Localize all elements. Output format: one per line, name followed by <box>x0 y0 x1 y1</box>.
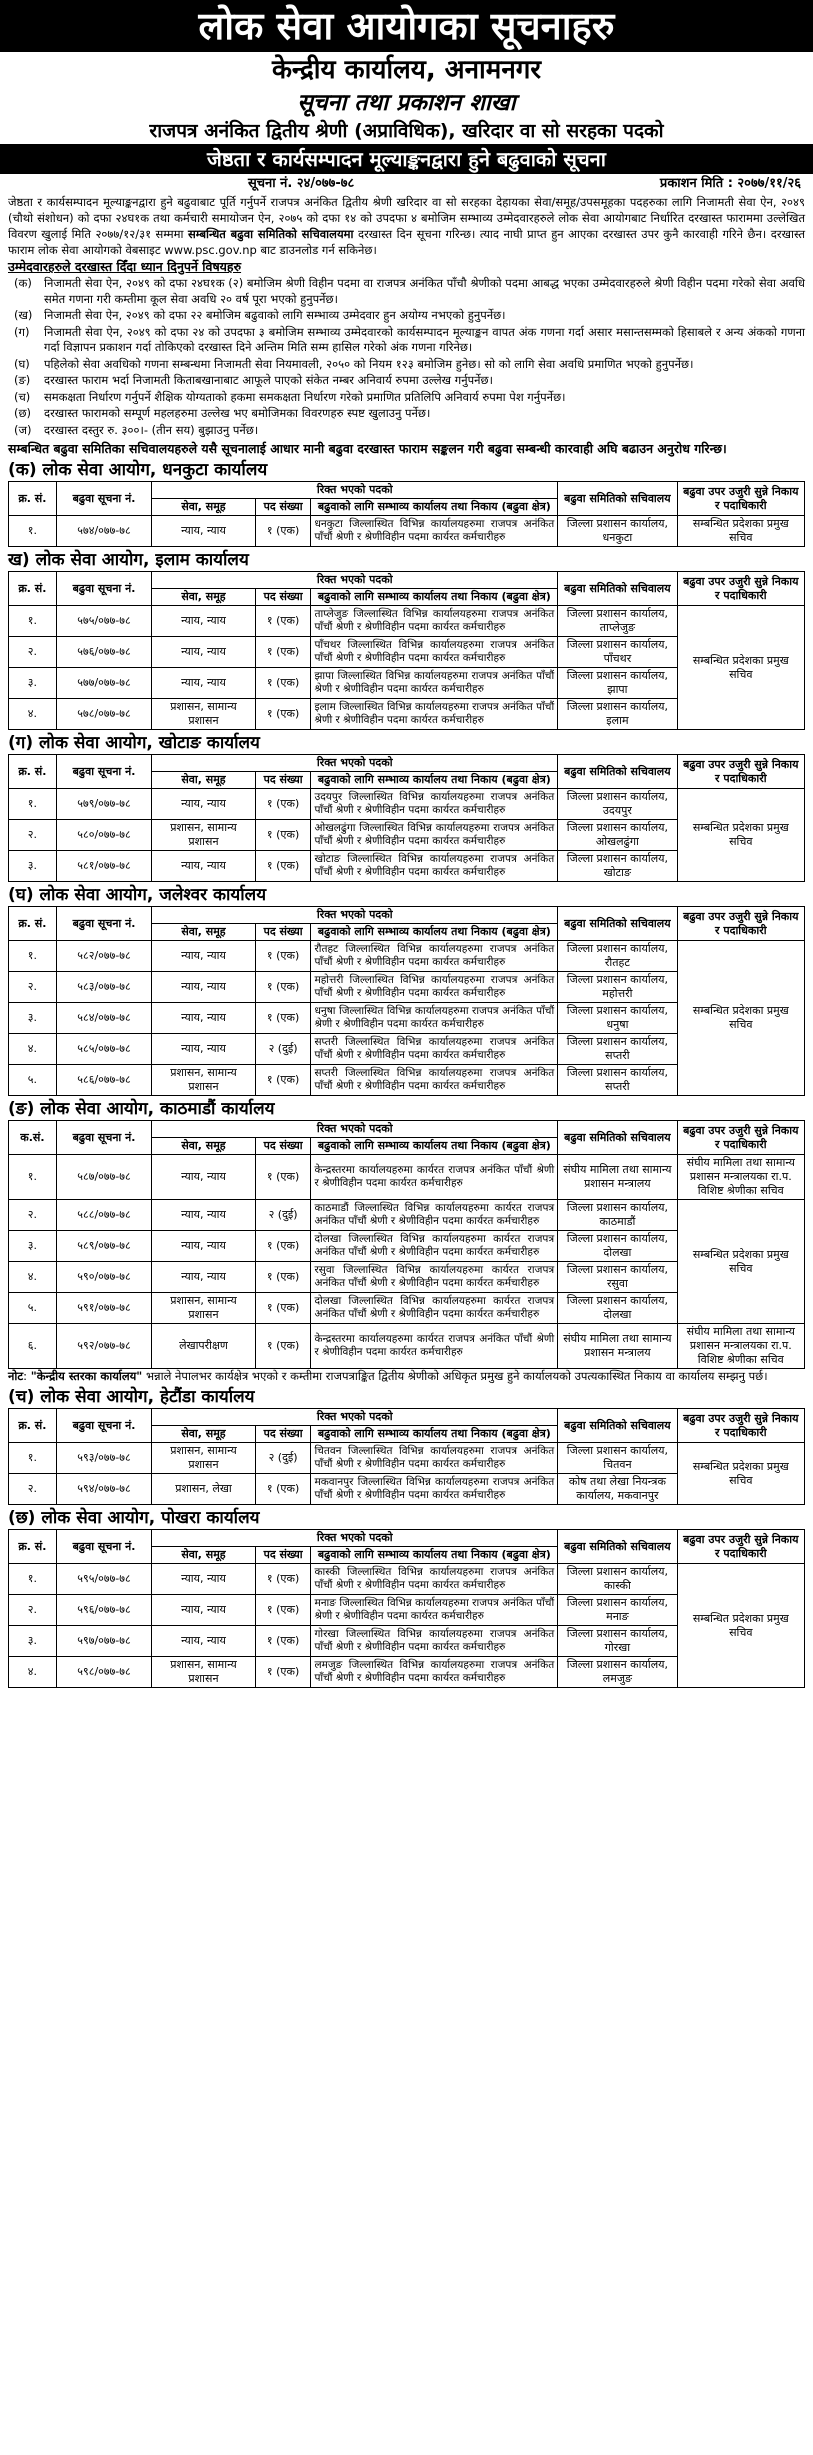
table-row <box>9 1324 805 1369</box>
row-office: धनकुटा जिल्लास्थित विभिन्न कार्यालयहरुमा राजपत्र अनंकित पाँचौं श्रेणी र श्रेणीविहीन पदमा कार्यरत कर्मचारीहरु <box>311 516 558 547</box>
requirement-item <box>8 390 805 406</box>
requirement-text: पहिलेको सेवा अवधिको गणना सम्बन्धमा निजामती सेवा नियमावली, २०५० को नियम १२३ बमोजिम हुनेछ। सो को लागि सेवा अवधि प्रमाणित भएको हुनुपर्नेछ। <box>44 356 694 371</box>
header-vacancy: रिक्त भएको पदको <box>152 482 558 499</box>
row-office: सप्तरी जिल्लास्थित विभिन्न कार्यालयहरुमा राजपत्र अनंकित पाँचौं श्रेणी र श्रेणीविहीन पदमा कार्यरत कर्मचारीहरु <box>311 1034 558 1065</box>
intro-rest: दरखास्त दिन सूचना गरिन्छ। त्याद नाघी प्राप्त हुन आएका दरखास्त उपर कुनै कारवाही गरिने छैन। दरखास्त फाराम लोक सेवा आयोगको वेबसाइट www.psc.gov.np बाट डाउनलोड गर्न सकिनेछ। <box>8 227 805 257</box>
header-sn: क्र. सं. <box>9 1409 57 1443</box>
table-row <box>9 1155 805 1200</box>
header-office: बढुवाको लागि सम्भाव्य कार्यालय तथा निकाय (बढुवा क्षेत्र) <box>311 772 558 789</box>
row-committee: जिल्ला प्रशासन कार्यालय, धनुषा <box>558 1003 677 1034</box>
header-notice-no: बढुवा सूचना नं. <box>56 1530 152 1564</box>
row-service: न्याय, न्याय <box>152 1231 255 1262</box>
row-sn: ३. <box>9 1231 57 1262</box>
row-service: प्रशासन, सामान्य प्रशासन <box>152 699 255 730</box>
office-name: केन्द्रीय कार्यालय, अनामनगर <box>271 55 542 85</box>
row-office: दोलखा जिल्लास्थित विभिन्न कार्यालयहरुमा कार्यरत राजपत्र अनंकित पाँचौं श्रेणी र श्रेणीविहीन पदमा कार्यरत कर्मचारीहरु <box>311 1231 558 1262</box>
row-sn: २. <box>9 820 57 851</box>
row-service: न्याय, न्याय <box>152 1564 255 1595</box>
vacancy-table <box>8 1120 805 1369</box>
header-row <box>9 482 805 499</box>
row-service: न्याय, न्याय <box>152 1155 255 1200</box>
row-posts: १ (एक) <box>255 1065 311 1096</box>
row-notice-no: ५९७/०७७-७८ <box>56 1626 152 1657</box>
section-title: (क) लोक सेवा आयोग, धनकुटा कार्यालय <box>8 460 268 480</box>
branch-name: सूचना तथा प्रकाशन शाखा <box>297 90 516 116</box>
row-service: न्याय, न्याय <box>152 1595 255 1626</box>
requirement-marker: (घ) <box>14 356 30 371</box>
row-committee: जिल्ला प्रशासन कार्यालय, दोलखा <box>558 1231 677 1262</box>
row-notice-no: ५९२/०७७-७८ <box>56 1324 152 1369</box>
row-committee: जिल्ला प्रशासन कार्यालय, चितवन <box>558 1443 677 1474</box>
row-notice-no: ५७५/०७७-७८ <box>56 606 152 637</box>
row-office: चितवन जिल्लास्थित विभिन्न कार्यालयहरुमा राजपत्र अनंकित पाँचौं श्रेणी र श्रेणीविहीन पदमा कार्यरत कर्मचारीहरु <box>311 1443 558 1474</box>
row-posts: १ (एक) <box>255 1626 311 1657</box>
row-posts: १ (एक) <box>255 1657 311 1688</box>
requirement-marker: (क) <box>14 276 32 290</box>
row-sn: ३. <box>9 668 57 699</box>
header-office: बढुवाको लागि सम्भाव्य कार्यालय तथा निकाय (बढुवा क्षेत्र) <box>311 499 558 516</box>
row-committee: जिल्ला प्रशासन कार्यालय, झापा <box>558 668 677 699</box>
sections-container <box>8 459 805 1688</box>
vacancy-table <box>8 906 805 1096</box>
requirement-text: दरखास्त दस्तुर रु. ३००।- (तीन सय) बुझाउनु पर्नेछ। <box>44 422 259 437</box>
row-posts: १ (एक) <box>255 1324 311 1369</box>
row-notice-no: ५८३/०७७-७८ <box>56 972 152 1003</box>
section-title: (घ) लोक सेवा आयोग, जलेश्वर कार्यालय <box>8 885 267 905</box>
row-sn: ६. <box>9 1324 57 1369</box>
row-office: महोत्तरी जिल्लास्थित विभिन्न कार्यालयहरुमा राजपत्र अनंकित पाँचौं श्रेणी र श्रेणीविहीन पदमा कार्यरत कर्मचारीहरु <box>311 972 558 1003</box>
header-office: बढुवाको लागि सम्भाव्य कार्यालय तथा निकाय (बढुवा क्षेत्र) <box>311 589 558 606</box>
row-office: सप्तरी जिल्लास्थित विभिन्न कार्यालयहरुमा राजपत्र अनंकित पाँचौं श्रेणी र श्रेणीविहीन पदमा कार्यरत कर्मचारीहरु <box>311 1065 558 1096</box>
header-vacancy: रिक्त भएको पदको <box>152 572 558 589</box>
row-notice-no: ५८१/०७७-७८ <box>56 851 152 882</box>
row-authority: संघीय मामिला तथा सामान्य प्रशासन मन्त्रालयका रा.प. विशिष्ट श्रेणीका सचिव <box>677 1155 804 1200</box>
row-committee: जिल्ला प्रशासन कार्यालय, इलाम <box>558 699 677 730</box>
header-row <box>9 1530 805 1547</box>
row-notice-no: ५९३/०७७-७८ <box>56 1443 152 1474</box>
row-committee: जिल्ला प्रशासन कार्यालय, उदयपुर <box>558 789 677 820</box>
notice-meta <box>8 174 805 194</box>
row-notice-no: ५८९/०७७-७८ <box>56 1231 152 1262</box>
note-label: नोट <box>8 1369 24 1383</box>
row-service: न्याय, न्याय <box>152 1034 255 1065</box>
row-notice-no: ५८८/०७७-७८ <box>56 1200 152 1231</box>
vacancy-table <box>8 481 805 547</box>
row-office: इलाम जिल्लास्थित विभिन्न कार्यालयहरुमा राजपत्र अनंकित पाँचौं श्रेणी र श्रेणीविहीन पदमा कार्यरत कर्मचारीहरु <box>311 699 558 730</box>
row-committee: जिल्ला प्रशासन कार्यालय, रौतहट <box>558 941 677 972</box>
row-committee: जिल्ला प्रशासन कार्यालय, दोलखा <box>558 1293 677 1324</box>
intro-text: जेष्ठता र कार्यसम्पादन मूल्याङ्कनद्वारा हुने बढुवाबाट पूर्ति गर्नुपर्ने राजपत्र अनंकित द्वितीय श्रेणी खरिदार वा सो सरहका देहायका सेवा/समूह/उपसमूहका पदहरुका लागि निजामती सेवा ऐन, २०४९ (चौथो संशोधन) को दफा २४घ१क तथा कर्मचारी समायोजन ऐन, २०७५ को दफा १४ को उपदफा ४ बमोजिम सम्भाव्य उम्मेदवारहरुले लोक सेवा आयोगबाट निर्धारित दरखास्त फाराममा उल्लेखित विवरण खुलाई मिति २०७७/१२/३१ सम्ममा <box>8 195 805 241</box>
row-service: न्याय, न्याय <box>152 516 255 547</box>
row-office: ताप्लेजुङ जिल्लास्थित विभिन्न कार्यालयहरुमा राजपत्र अनंकित पाँचौं श्रेणी र श्रेणीविहीन पदमा कार्यरत कर्मचारीहरु <box>311 606 558 637</box>
row-posts: १ (एक) <box>255 1474 311 1505</box>
row-service: न्याय, न्याय <box>152 789 255 820</box>
row-authority: सम्बन्धित प्रदेशका प्रमुख सचिव <box>677 606 804 730</box>
row-committee: जिल्ला प्रशासन कार्यालय, खोटाङ <box>558 851 677 882</box>
requirement-item <box>8 373 805 389</box>
row-service: न्याय, न्याय <box>152 1626 255 1657</box>
row-posts: २ (दुई) <box>255 1443 311 1474</box>
header-vacancy: रिक्त भएको पदको <box>152 1530 558 1547</box>
header-posts: पद संख्या <box>255 589 311 606</box>
row-notice-no: ५७४/०७७-७८ <box>56 516 152 547</box>
row-sn: २. <box>9 1474 57 1505</box>
table-row <box>9 941 805 972</box>
header-notice-no: बढुवा सूचना नं. <box>56 755 152 789</box>
row-office: उदयपुर जिल्लास्थित विभिन्न कार्यालयहरुमा राजपत्र अनंकित पाँचौं श्रेणी र श्रेणीविहीन पदमा कार्यरत कर्मचारीहरु <box>311 789 558 820</box>
requirement-text: निजामती सेवा ऐन, २०४९ को दफा २४ को उपदफा ३ बमोजिम सम्भाव्य उम्मेदवारको कार्यसम्पादन मूल्याङ्कन वापत अंक गणना गर्दा असार मसान्तसम्मको हिसाबले र अन्य अंकको गणना गर्दा विज्ञापन प्रकाशन गर्दा तोकिएको दरखास्त दिने अन्तिम मिति सम्म हासिल गरेको अंक गणना गरिनेछ। <box>44 324 805 354</box>
row-committee: जिल्ला प्रशासन कार्यालय, धनकुटा <box>558 516 677 547</box>
header-committee: बढुवा समितिको सचिवालय <box>558 755 677 789</box>
row-notice-no: ५७७/०७७-७८ <box>56 668 152 699</box>
row-posts: १ (एक) <box>255 1262 311 1293</box>
vacancy-table <box>8 1529 805 1688</box>
row-posts: १ (एक) <box>255 1293 311 1324</box>
header-posts: पद संख्या <box>255 772 311 789</box>
section-title: (ङ) लोक सेवा आयोग, काठमाडौं कार्यालय <box>8 1099 275 1119</box>
row-sn: ३. <box>9 1626 57 1657</box>
row-service: न्याय, न्याय <box>152 1003 255 1034</box>
header-vacancy: रिक्त भएको पदको <box>152 755 558 772</box>
row-committee: जिल्ला प्रशासन कार्यालय, काठमाडौं <box>558 1200 677 1231</box>
row-service: प्रशासन, सामान्य प्रशासन <box>152 820 255 851</box>
section-title: (छ) लोक सेवा आयोग, पोखरा कार्यालय <box>8 1508 260 1528</box>
requirement-text: दरखास्त फारामको सम्पूर्ण महलहरुमा उल्लेख भए बमोजिमका विवरणहरु स्पष्ट खुलाउनु पर्नेछ। <box>44 406 431 420</box>
table-row <box>9 516 805 547</box>
row-sn: २. <box>9 1595 57 1626</box>
notice-title: जेष्ठता र कार्यसम्पादन मूल्याङ्कनद्वारा हुने बढुवाको सूचना <box>0 144 813 174</box>
row-committee: कोष तथा लेखा नियन्त्रक कार्यालय, मकवानपुर <box>558 1474 677 1505</box>
row-office: केन्द्रस्तरमा कार्यालयहरुमा कार्यरत राजपत्र अनंकित पाँचौं श्रेणी र श्रेणीविहीन पदमा कार्यरत कर्मचारीहरु <box>311 1155 558 1200</box>
header-service: सेवा, समूह <box>152 499 255 516</box>
row-posts: १ (एक) <box>255 820 311 851</box>
header-committee: बढुवा समितिको सचिवालय <box>558 1121 677 1155</box>
intro-paragraph <box>8 194 805 258</box>
row-sn: १. <box>9 606 57 637</box>
header-notice-no: बढुवा सूचना नं. <box>56 482 152 516</box>
row-authority: सम्बन्धित प्रदेशका प्रमुख सचिव <box>677 516 804 547</box>
section-title: ख) लोक सेवा आयोग, इलाम कार्यालय <box>8 550 249 570</box>
note-text: भन्नाले नेपालभर कार्यक्षेत्र भएको र कम्तीमा राजपत्राङ्कित द्वितीय श्रेणीको अधिकृत प्रमुख हुने कार्यालयको उपत्यकास्थित निकाय वा कार्यालय सम्झनु पर्छ। <box>145 1369 768 1383</box>
header-service: सेवा, समूह <box>152 1547 255 1564</box>
row-sn: ३. <box>9 1003 57 1034</box>
row-service: न्याय, न्याय <box>152 668 255 699</box>
closing-request: सम्बन्धित बढुवा समितिका सचिवालयहरुले यसै सूचनालाई आधार मानी बढुवा दरखास्त फाराम सङ्कलन गरी बढुवा सम्बन्धी कारवाही अघि बढाउन अनुरोध गरिन्छ। <box>8 441 727 456</box>
row-posts: २ (दुई) <box>255 1034 311 1065</box>
requirement-marker: (ग) <box>14 324 30 339</box>
row-notice-no: ५८४/०७७-७८ <box>56 1003 152 1034</box>
requirement-text: समकक्षता निर्धारण गर्नुपर्ने शैक्षिक योग्यताको हकमा समकक्षता निर्धारण गरेको प्रमाणित प्रतिलिपि अनिवार्य रुपमा पेश गर्नुपर्नेछ। <box>44 389 566 404</box>
row-posts: १ (एक) <box>255 1155 311 1200</box>
row-sn: ४. <box>9 1262 57 1293</box>
requirement-marker: (ङ) <box>14 373 31 387</box>
row-authority: सम्बन्धित प्रदेशका प्रमुख सचिव <box>677 1200 804 1324</box>
row-sn: २. <box>9 637 57 668</box>
row-notice-no: ५९८/०७७-७८ <box>56 1657 152 1688</box>
header-committee: बढुवा समितिको सचिवालय <box>558 907 677 941</box>
row-committee: जिल्ला प्रशासन कार्यालय, सप्तरी <box>558 1065 677 1096</box>
header-office: बढुवाको लागि सम्भाव्य कार्यालय तथा निकाय (बढुवा क्षेत्र) <box>311 924 558 941</box>
requirement-item <box>8 325 805 356</box>
row-notice-no: ५८७/०७७-७८ <box>56 1155 152 1200</box>
row-office: कास्की जिल्लास्थित विभिन्न कार्यालयहरुमा राजपत्र अनंकित पाँचौं श्रेणी र श्रेणीविहीन पदमा कार्यरत कर्मचारीहरु <box>311 1564 558 1595</box>
header-notice-no: बढुवा सूचना नं. <box>56 1121 152 1155</box>
requirement-item <box>8 308 805 324</box>
requirement-text: निजामती सेवा ऐन, २०४९ को दफा २२ बमोजिम बढुवाको लागि सम्भाव्य उम्मेदवार हुन अयोग्य नभएको हुनुपर्नेछ। <box>44 308 506 322</box>
row-office: दोलखा जिल्लास्थित विभिन्न कार्यालयहरुमा कार्यरत राजपत्र अनंकित पाँचौं श्रेणी र श्रेणीविहीन पदमा कार्यरत कर्मचारीहरु <box>311 1293 558 1324</box>
row-notice-no: ५८०/०७७-७८ <box>56 820 152 851</box>
row-authority: संघीय मामिला तथा सामान्य प्रशासन मन्त्रालयका रा.प. विशिष्ट श्रेणीका सचिव <box>677 1324 804 1369</box>
row-sn: १. <box>9 1443 57 1474</box>
header-service: सेवा, समूह <box>152 772 255 789</box>
row-posts: १ (एक) <box>255 789 311 820</box>
vacancy-table <box>8 1408 805 1505</box>
row-office: रसुवा जिल्लास्थित विभिन्न कार्यालयहरुमा कार्यरत राजपत्र अनंकित पाँचौं श्रेणी र श्रेणीविहीन पदमा कार्यरत कर्मचारीहरु <box>311 1262 558 1293</box>
row-committee: जिल्ला प्रशासन कार्यालय, रसुवा <box>558 1262 677 1293</box>
table-row <box>9 606 805 637</box>
header-row <box>9 755 805 772</box>
row-sn: ४. <box>9 1657 57 1688</box>
row-posts: १ (एक) <box>255 1231 311 1262</box>
vacancy-table <box>8 571 805 730</box>
header-row <box>9 1409 805 1426</box>
table-row <box>9 1564 805 1595</box>
header-vacancy: रिक्त भएको पदको <box>152 1409 558 1426</box>
requirements-heading: उम्मेदवारहरुले दरखास्त दिँदा ध्यान दिनुपर्ने विषयहरु <box>8 259 242 274</box>
header-row <box>9 907 805 924</box>
requirement-item <box>8 406 805 422</box>
row-notice-no: ५९०/०७७-७८ <box>56 1262 152 1293</box>
row-service: न्याय, न्याय <box>152 972 255 1003</box>
row-service: न्याय, न्याय <box>152 637 255 668</box>
row-authority: सम्बन्धित प्रदेशका प्रमुख सचिव <box>677 1443 804 1505</box>
row-service: न्याय, न्याय <box>152 1200 255 1231</box>
row-office: पाँचथर जिल्लास्थित विभिन्न कार्यालयहरुमा राजपत्र अनंकित पाँचौं श्रेणी र श्रेणीविहीन पदमा कार्यरत कर्मचारीहरु <box>311 637 558 668</box>
header-authority: बढुवा उपर उजुरी सुन्ने निकाय र पदाधिकारी <box>677 572 804 606</box>
row-sn: १. <box>9 1564 57 1595</box>
row-notice-no: ५९१/०७७-७८ <box>56 1293 152 1324</box>
row-office: धनुषा जिल्लास्थित विभिन्न कार्यालयहरुमा राजपत्र अनंकित पाँचौं श्रेणी र श्रेणीविहीन पदमा कार्यरत कर्मचारीहरु <box>311 1003 558 1034</box>
row-posts: १ (एक) <box>255 941 311 972</box>
row-posts: १ (एक) <box>255 1003 311 1034</box>
row-sn: २. <box>9 1200 57 1231</box>
row-committee: जिल्ला प्रशासन कार्यालय, ताप्लेजुङ <box>558 606 677 637</box>
vacancy-table <box>8 754 805 882</box>
header-sn: क्र. सं. <box>9 907 57 941</box>
table-row <box>9 1443 805 1474</box>
publish-date: प्रकाशन मिति : २०७७/११/२६ <box>659 176 801 191</box>
row-service: प्रशासन, सामान्य प्रशासन <box>152 1065 255 1096</box>
header-notice-no: बढुवा सूचना नं. <box>56 1409 152 1443</box>
section-title: (च) लोक सेवा आयोग, हेटौंडा कार्यालय <box>8 1387 255 1407</box>
row-posts: १ (एक) <box>255 1564 311 1595</box>
header-service: सेवा, समूह <box>152 589 255 606</box>
row-sn: १. <box>9 1155 57 1200</box>
intro-bold: सम्बन्धित बढुवा समितिको सचिवालयमा <box>187 227 354 241</box>
main-title: लोक सेवा आयोगका सूचनाहरु <box>0 0 813 52</box>
row-posts: १ (एक) <box>255 637 311 668</box>
row-posts: १ (एक) <box>255 668 311 699</box>
row-service: प्रशासन, सामान्य प्रशासन <box>152 1443 255 1474</box>
row-office: मकवानपुर जिल्लास्थित विभिन्न कार्यालयहरुमा राजपत्र अनंकित पाँचौं श्रेणी र श्रेणीविहीन पदमा कार्यरत कर्मचारीहरु <box>311 1474 558 1505</box>
requirement-marker: (ख) <box>14 308 33 322</box>
header-service: सेवा, समूह <box>152 1138 255 1155</box>
header-sn: क्र. सं. <box>9 572 57 606</box>
header-authority: बढुवा उपर उजुरी सुन्ने निकाय र पदाधिकारी <box>677 907 804 941</box>
header-posts: पद संख्या <box>255 1426 311 1443</box>
header-committee: बढुवा समितिको सचिवालय <box>558 1409 677 1443</box>
header-sn: क्र. सं. <box>9 755 57 789</box>
row-office: काठमाडौं जिल्लास्थित विभिन्न कार्यालयहरुमा कार्यरत राजपत्र अनंकित पाँचौं श्रेणी र श्रेणीविहीन पदमा कार्यरत कर्मचारीहरु <box>311 1200 558 1231</box>
row-notice-no: ५७८/०७७-७८ <box>56 699 152 730</box>
row-committee: जिल्ला प्रशासन कार्यालय, महोत्तरी <box>558 972 677 1003</box>
header-posts: पद संख्या <box>255 1138 311 1155</box>
row-notice-no: ५८६/०७७-७८ <box>56 1065 152 1096</box>
requirement-marker: (ज) <box>14 422 32 437</box>
row-posts: १ (एक) <box>255 1595 311 1626</box>
row-posts: १ (एक) <box>255 851 311 882</box>
row-service: न्याय, न्याय <box>152 1262 255 1293</box>
row-service: प्रशासन, सामान्य प्रशासन <box>152 1657 255 1688</box>
row-service: लेखापरीक्षण <box>152 1324 255 1369</box>
row-posts: १ (एक) <box>255 972 311 1003</box>
notice-subject: राजपत्र अनंकित द्वितीय श्रेणी (अप्राविधिक), खरिदार वा सो सरहका पदको <box>149 120 664 142</box>
header-service: सेवा, समूह <box>152 924 255 941</box>
section-title: (ग) लोक सेवा आयोग, खोटाङ कार्यालय <box>8 733 260 753</box>
header-vacancy: रिक्त भएको पदको <box>152 907 558 924</box>
header-authority: बढुवा उपर उजुरी सुन्ने निकाय र पदाधिकारी <box>677 482 804 516</box>
header-notice-no: बढुवा सूचना नं. <box>56 572 152 606</box>
row-sn: ४. <box>9 1034 57 1065</box>
row-committee: जिल्ला प्रशासन कार्यालय, कास्की <box>558 1564 677 1595</box>
requirement-text: दरखास्त फाराम भर्दा निजामती किताबखानाबाट आफूले पाएको संकेत नम्बर अनिवार्य रुपमा उल्लेख गर्नुपर्नेछ। <box>44 373 493 387</box>
row-posts: २ (दुई) <box>255 1200 311 1231</box>
row-notice-no: ५८२/०७७-७८ <box>56 941 152 972</box>
table-row <box>9 789 805 820</box>
row-posts: १ (एक) <box>255 606 311 637</box>
row-notice-no: ५९५/०७७-७८ <box>56 1564 152 1595</box>
row-office: रौतहट जिल्लास्थित विभिन्न कार्यालयहरुमा राजपत्र अनंकित पाँचौं श्रेणी र श्रेणीविहीन पदमा कार्यरत कर्मचारीहरु <box>311 941 558 972</box>
note-quoted: "केन्द्रीय स्तरका कार्यालय" <box>30 1369 143 1383</box>
row-authority: सम्बन्धित प्रदेशका प्रमुख सचिव <box>677 941 804 1096</box>
central-office-note: नोट: "केन्द्रीय स्तरका कार्यालय" भन्नाले नेपालभर कार्यक्षेत्र भएको र कम्तीमा राजपत्राङ्कित द्वितीय श्रेणीको अधिकृत प्रमुख हुने कार्यालयको उपत्यकास्थित निकाय वा कार्यालय सम्झनु पर्छ। <box>8 1369 768 1383</box>
row-sn: ४. <box>9 699 57 730</box>
row-committee: जिल्ला प्रशासन कार्यालय, सप्तरी <box>558 1034 677 1065</box>
row-service: न्याय, न्याय <box>152 941 255 972</box>
row-committee: जिल्ला प्रशासन कार्यालय, पाँचथर <box>558 637 677 668</box>
row-sn: ५. <box>9 1065 57 1096</box>
row-sn: ५. <box>9 1293 57 1324</box>
header-posts: पद संख्या <box>255 1547 311 1564</box>
row-committee: जिल्ला प्रशासन कार्यालय, लमजुङ <box>558 1657 677 1688</box>
header-office: बढुवाको लागि सम्भाव्य कार्यालय तथा निकाय (बढुवा क्षेत्र) <box>311 1138 558 1155</box>
header-row <box>9 572 805 589</box>
row-service: प्रशासन, सामान्य प्रशासन <box>152 1293 255 1324</box>
row-committee: जिल्ला प्रशासन कार्यालय, मनाङ <box>558 1595 677 1626</box>
requirement-marker: (च) <box>14 389 31 404</box>
notice-number: सूचना नं. २४/०७७-७८ <box>248 176 355 191</box>
requirement-text: निजामती सेवा ऐन, २०४९ को दफा २४घ१क (२) बमोजिम श्रेणी विहीन पदमा वा राजपत्र अनंकित पाँचौ श्रेणीको पदमा आबद्ध भएका उम्मेदवारहरुले श्रेणी विहीन पदमा गरेको सेवा अवधि समेत गणना गरी कम्तीमा कूल सेवा अवधि २० वर्ष पूरा भएको हुनुपर्नेछ। <box>44 276 805 306</box>
row-office: खोटाङ जिल्लास्थित विभिन्न कार्यालयहरुमा राजपत्र अनंकित पाँचौं श्रेणी र श्रेणीविहीन पदमा कार्यरत कर्मचारीहरु <box>311 851 558 882</box>
row-sn: ३. <box>9 851 57 882</box>
row-posts: १ (एक) <box>255 699 311 730</box>
row-authority: सम्बन्धित प्रदेशका प्रमुख सचिव <box>677 1564 804 1688</box>
row-office: झापा जिल्लास्थित विभिन्न कार्यालयहरुमा राजपत्र अनंकित पाँचौं श्रेणी र श्रेणीविहीन पदमा कार्यरत कर्मचारीहरु <box>311 668 558 699</box>
header-authority: बढुवा उपर उजुरी सुन्ने निकाय र पदाधिकारी <box>677 755 804 789</box>
table-row <box>9 1200 805 1231</box>
row-committee: जिल्ला प्रशासन कार्यालय, गोरखा <box>558 1626 677 1657</box>
requirement-marker: (छ) <box>14 406 32 420</box>
row-committee: जिल्ला प्रशासन कार्यालय, ओखलढुंगा <box>558 820 677 851</box>
row-notice-no: ५७९/०७७-७८ <box>56 789 152 820</box>
row-notice-no: ५९४/०७७-७८ <box>56 1474 152 1505</box>
row-service: न्याय, न्याय <box>152 851 255 882</box>
header-committee: बढुवा समितिको सचिवालय <box>558 482 677 516</box>
row-posts: १ (एक) <box>255 516 311 547</box>
header-service: सेवा, समूह <box>152 1426 255 1443</box>
header-sn: क.सं. <box>9 1121 57 1155</box>
row-office: गोरखा जिल्लास्थित विभिन्न कार्यालयहरुमा राजपत्र अनंकित पाँचौं श्रेणी र श्रेणीविहीन पदमा कार्यरत कर्मचारीहरु <box>311 1626 558 1657</box>
header-committee: बढुवा समितिको सचिवालय <box>558 1530 677 1564</box>
row-office: लमजुङ जिल्लास्थित विभिन्न कार्यालयहरुमा राजपत्र अनंकित पाँचौं श्रेणी र श्रेणीविहीन पदमा कार्यरत कर्मचारीहरु <box>311 1657 558 1688</box>
row-office: मनाङ जिल्लास्थित विभिन्न कार्यालयहरुमा राजपत्र अनंकित पाँचौं श्रेणी र श्रेणीविहीन पदमा कार्यरत कर्मचारीहरु <box>311 1595 558 1626</box>
header-authority: बढुवा उपर उजुरी सुन्ने निकाय र पदाधिकारी <box>677 1409 804 1443</box>
row-office: केन्द्रस्तरमा कार्यालयहरुमा कार्यरत राजपत्र अनंकित पाँचौं श्रेणी र श्रेणीविहीन पदमा कार्यरत कर्मचारीहरु <box>311 1324 558 1369</box>
requirement-item <box>8 357 805 373</box>
row-committee: संघीय मामिला तथा सामान्य प्रशासन मन्त्रालय <box>558 1324 677 1369</box>
row-sn: १. <box>9 941 57 972</box>
header-committee: बढुवा समितिको सचिवालय <box>558 572 677 606</box>
header-office: बढुवाको लागि सम्भाव्य कार्यालय तथा निकाय (बढुवा क्षेत्र) <box>311 1547 558 1564</box>
header-notice-no: बढुवा सूचना नं. <box>56 907 152 941</box>
requirement-item <box>8 276 805 307</box>
header-authority: बढुवा उपर उजुरी सुन्ने निकाय र पदाधिकारी <box>677 1121 804 1155</box>
header-row <box>9 1121 805 1138</box>
row-sn: १. <box>9 789 57 820</box>
header-sn: क्र. सं. <box>9 1530 57 1564</box>
row-notice-no: ५७६/०७७-७८ <box>56 637 152 668</box>
row-authority: सम्बन्धित प्रदेशका प्रमुख सचिव <box>677 789 804 882</box>
row-sn: १. <box>9 516 57 547</box>
header-authority: बढुवा उपर उजुरी सुन्ने निकाय र पदाधिकारी <box>677 1530 804 1564</box>
row-notice-no: ५८५/०७७-७८ <box>56 1034 152 1065</box>
row-committee: संघीय मामिला तथा सामान्य प्रशासन मन्त्रालय <box>558 1155 677 1200</box>
header-posts: पद संख्या <box>255 499 311 516</box>
row-notice-no: ५९६/०७७-७८ <box>56 1595 152 1626</box>
row-service: न्याय, न्याय <box>152 606 255 637</box>
requirements-list <box>8 276 805 438</box>
row-service: प्रशासन, लेखा <box>152 1474 255 1505</box>
header-posts: पद संख्या <box>255 924 311 941</box>
requirement-item <box>8 423 805 439</box>
header-vacancy: रिक्त भएको पदको <box>152 1121 558 1138</box>
row-office: ओखलढुंगा जिल्लास्थित विभिन्न कार्यालयहरुमा राजपत्र अनंकित पाँचौं श्रेणी र श्रेणीविहीन पदमा कार्यरत कर्मचारीहरु <box>311 820 558 851</box>
header-sn: क्र. सं. <box>9 482 57 516</box>
header-office: बढुवाको लागि सम्भाव्य कार्यालय तथा निकाय (बढुवा क्षेत्र) <box>311 1426 558 1443</box>
row-sn: २. <box>9 972 57 1003</box>
